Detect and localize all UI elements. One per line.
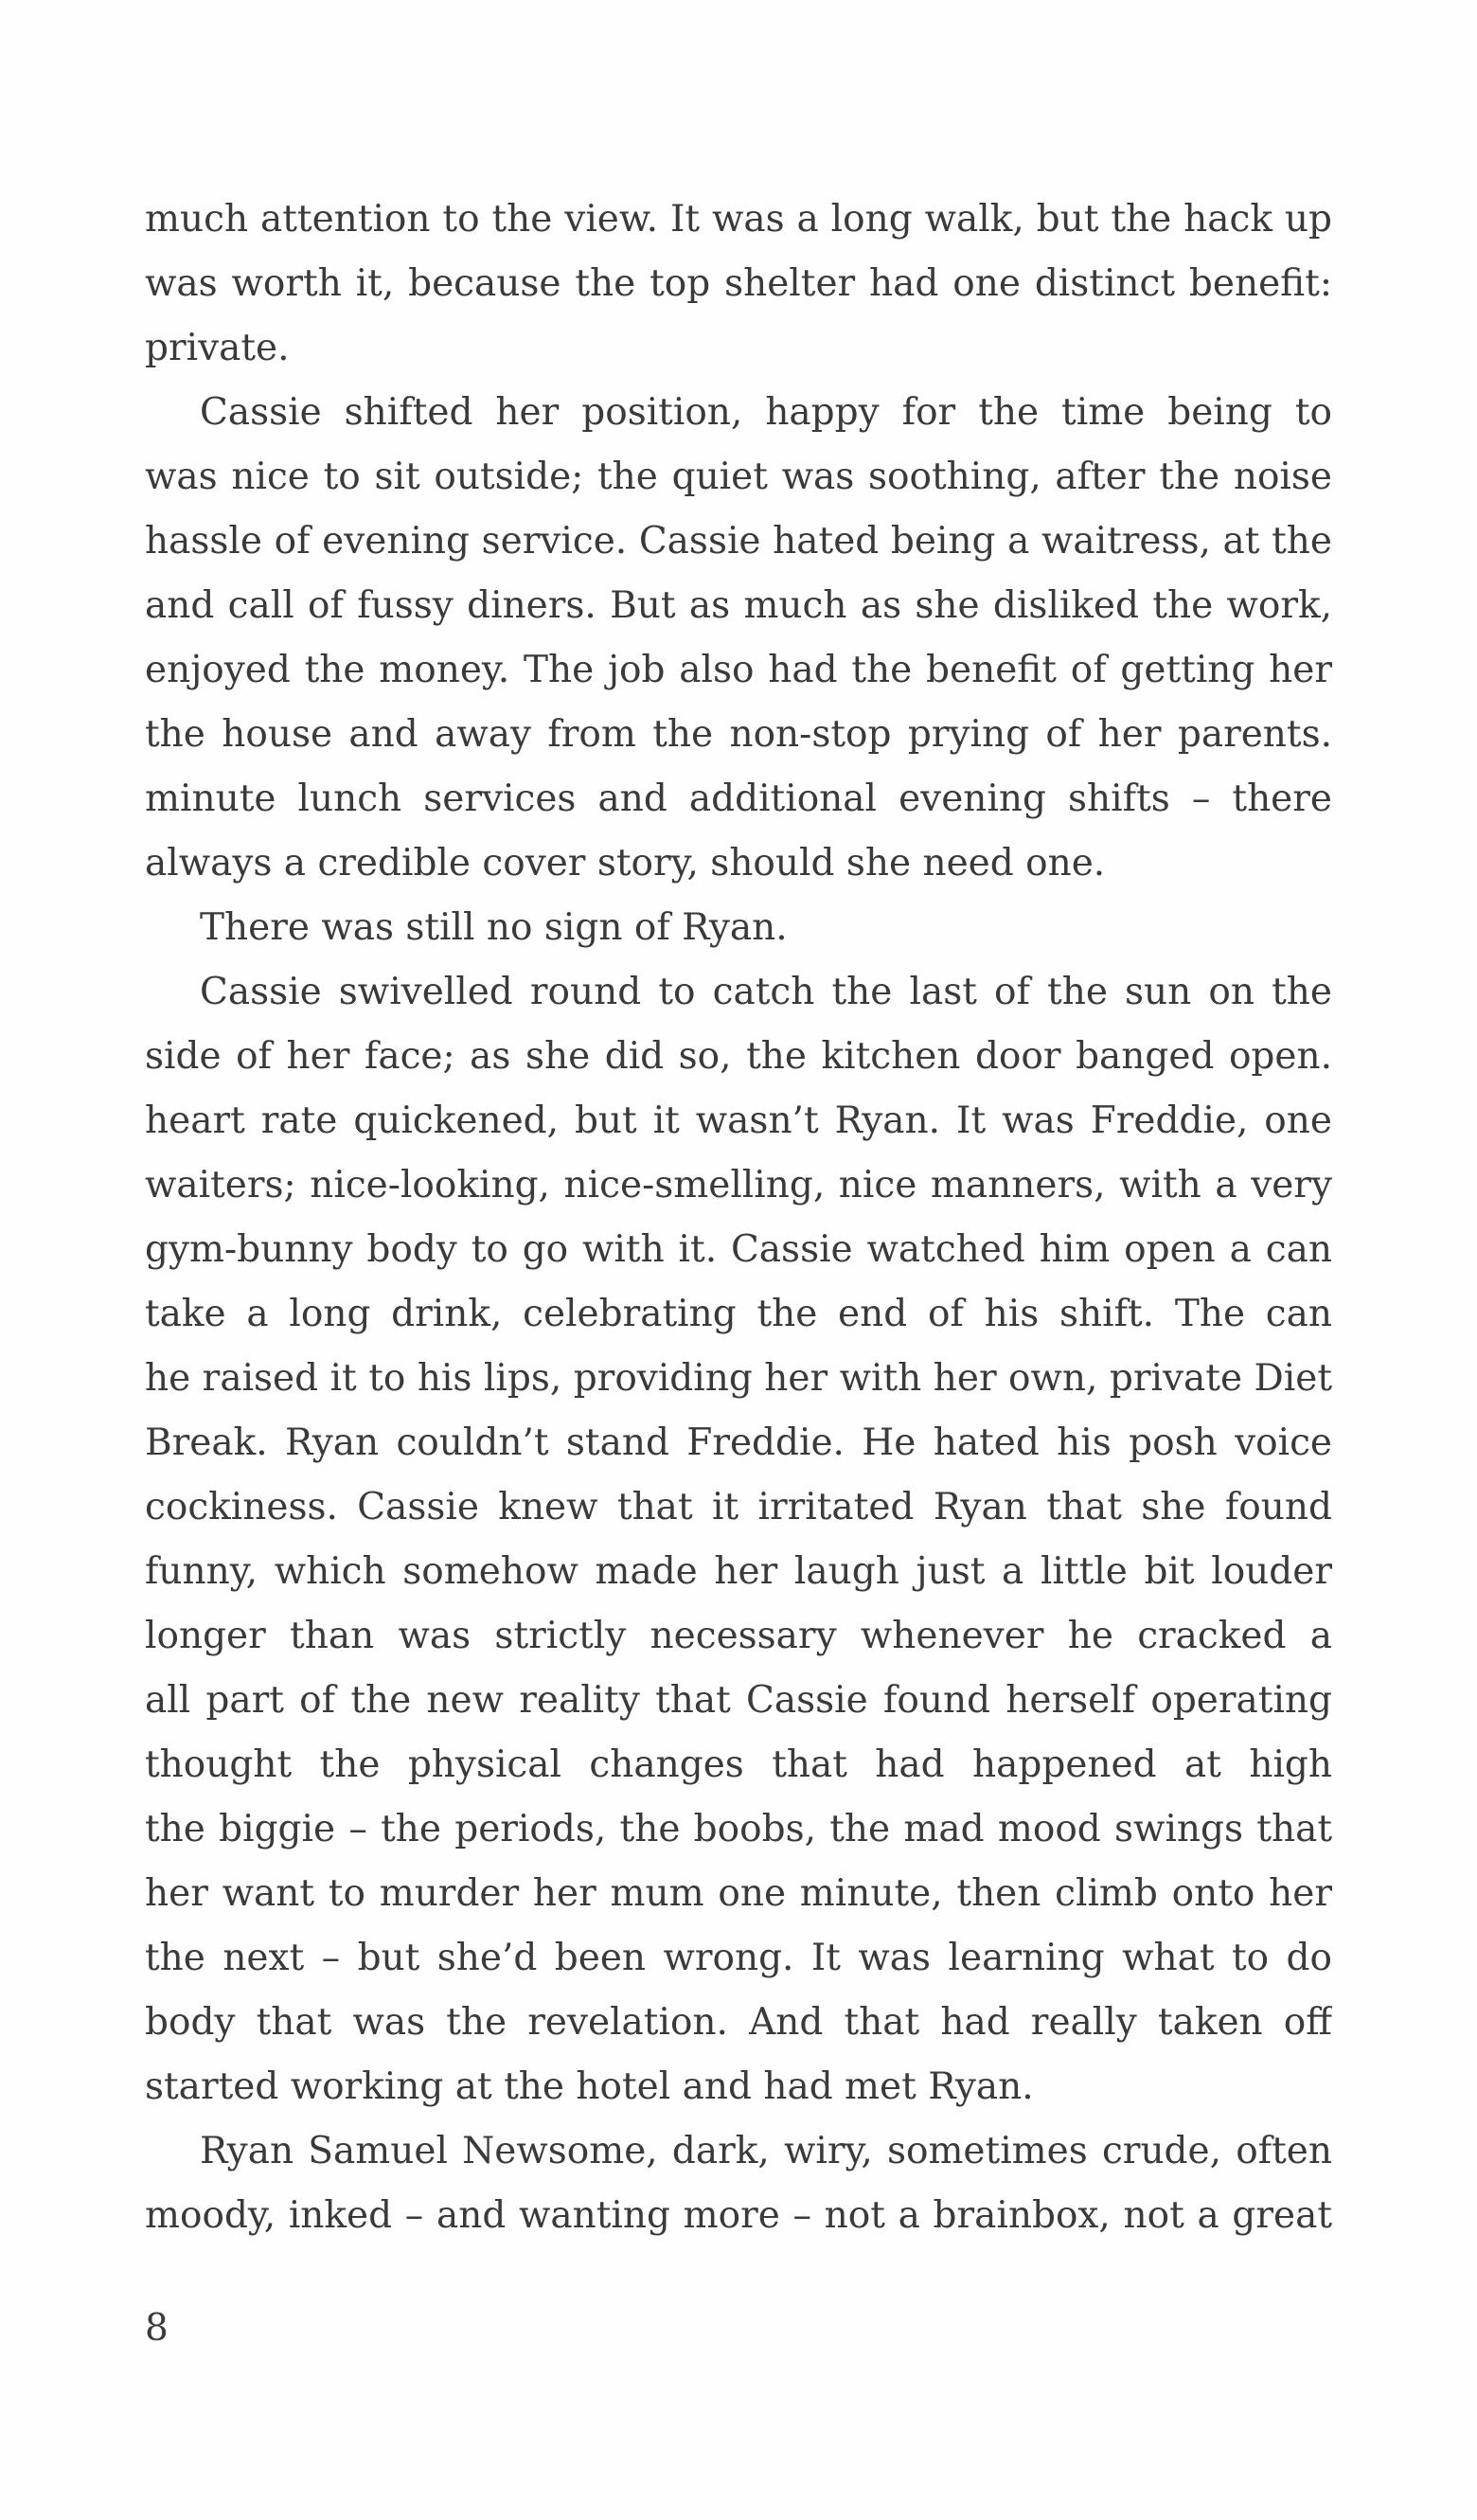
text-line: the next – but she’d been wrong. It was learning what to do: [145, 1937, 1332, 1979]
body-text: [145, 188, 1332, 2248]
text-line: enjoyed the money. The job also had the benefit of getting her: [145, 649, 1332, 691]
text-line: gym-bunny body to go with it. Cassie watched him open a can: [145, 1228, 1332, 1271]
text-line: Break. Ryan couldn’t stand Freddie. He hated his posh voice: [145, 1421, 1332, 1464]
text-line: much attention to the view. It was a long walk, but the hack up: [145, 198, 1332, 241]
text-line: he raised it to his lips, providing her with her own, private Diet: [145, 1357, 1332, 1400]
text-line: hassle of evening service. Cassie hated being a waitress, at the: [145, 520, 1332, 563]
page-number: 8: [145, 2307, 169, 2350]
text-line: moody, inked – and wanting more – not a brainbox, not a great: [145, 2194, 1332, 2237]
text-line: There was still no sign of Ryan.: [200, 906, 788, 949]
text-line: Cassie swivelled round to catch the last of the sun on the: [200, 971, 1332, 1013]
text-line: Ryan Samuel Newsome, dark, wiry, sometimes crude, often: [200, 2130, 1332, 2172]
text-line: was nice to sit outside; the quiet was soothing, after the noise: [145, 456, 1332, 498]
text-line: the biggie – the periods, the boobs, the mad mood swings that: [145, 1808, 1332, 1850]
text-line: thought the physical changes that had happened at high: [145, 1743, 1332, 1786]
text-line: take a long drink, celebrating the end of his shift. The can: [145, 1293, 1332, 1335]
text-line: minute lunch services and additional evening shifts – there: [145, 777, 1332, 820]
text-line: heart rate quickened, but it wasn’t Ryan. It was Freddie, one: [145, 1099, 1332, 1142]
text-line: her want to murder her mum one minute, then climb onto her: [145, 1872, 1332, 1915]
text-line: longer than was strictly necessary whenever he cracked a: [145, 1615, 1332, 1657]
text-line: Cassie shifted her position, happy for the time being to: [200, 391, 1332, 434]
text-line: all part of the new reality that Cassie found herself operating: [145, 1679, 1332, 1722]
text-line: body that was the revelation. And that had really taken off: [145, 2001, 1332, 2044]
text-line: private.: [145, 327, 290, 369]
text-line: waiters; nice-looking, nice-smelling, nice manners, with a very: [145, 1164, 1332, 1206]
text-line: side of her face; as she did so, the kitchen door banged open.: [145, 1035, 1332, 1078]
text-line: the house and away from the non-stop prying of her parents.: [145, 713, 1332, 756]
text-line: and call of fussy diners. But as much as she disliked the work,: [145, 584, 1332, 627]
text-line: cockiness. Cassie knew that it irritated Ryan that she found: [145, 1486, 1332, 1528]
text-line: was worth it, because the top shelter had one distinct benefit:: [145, 262, 1332, 305]
text-line: started working at the hotel and had met Ryan.: [145, 2065, 1034, 2108]
text-line: always a credible cover story, should she need one.: [145, 842, 1106, 885]
text-line: funny, which somehow made her laugh just a little bit louder: [145, 1550, 1332, 1593]
